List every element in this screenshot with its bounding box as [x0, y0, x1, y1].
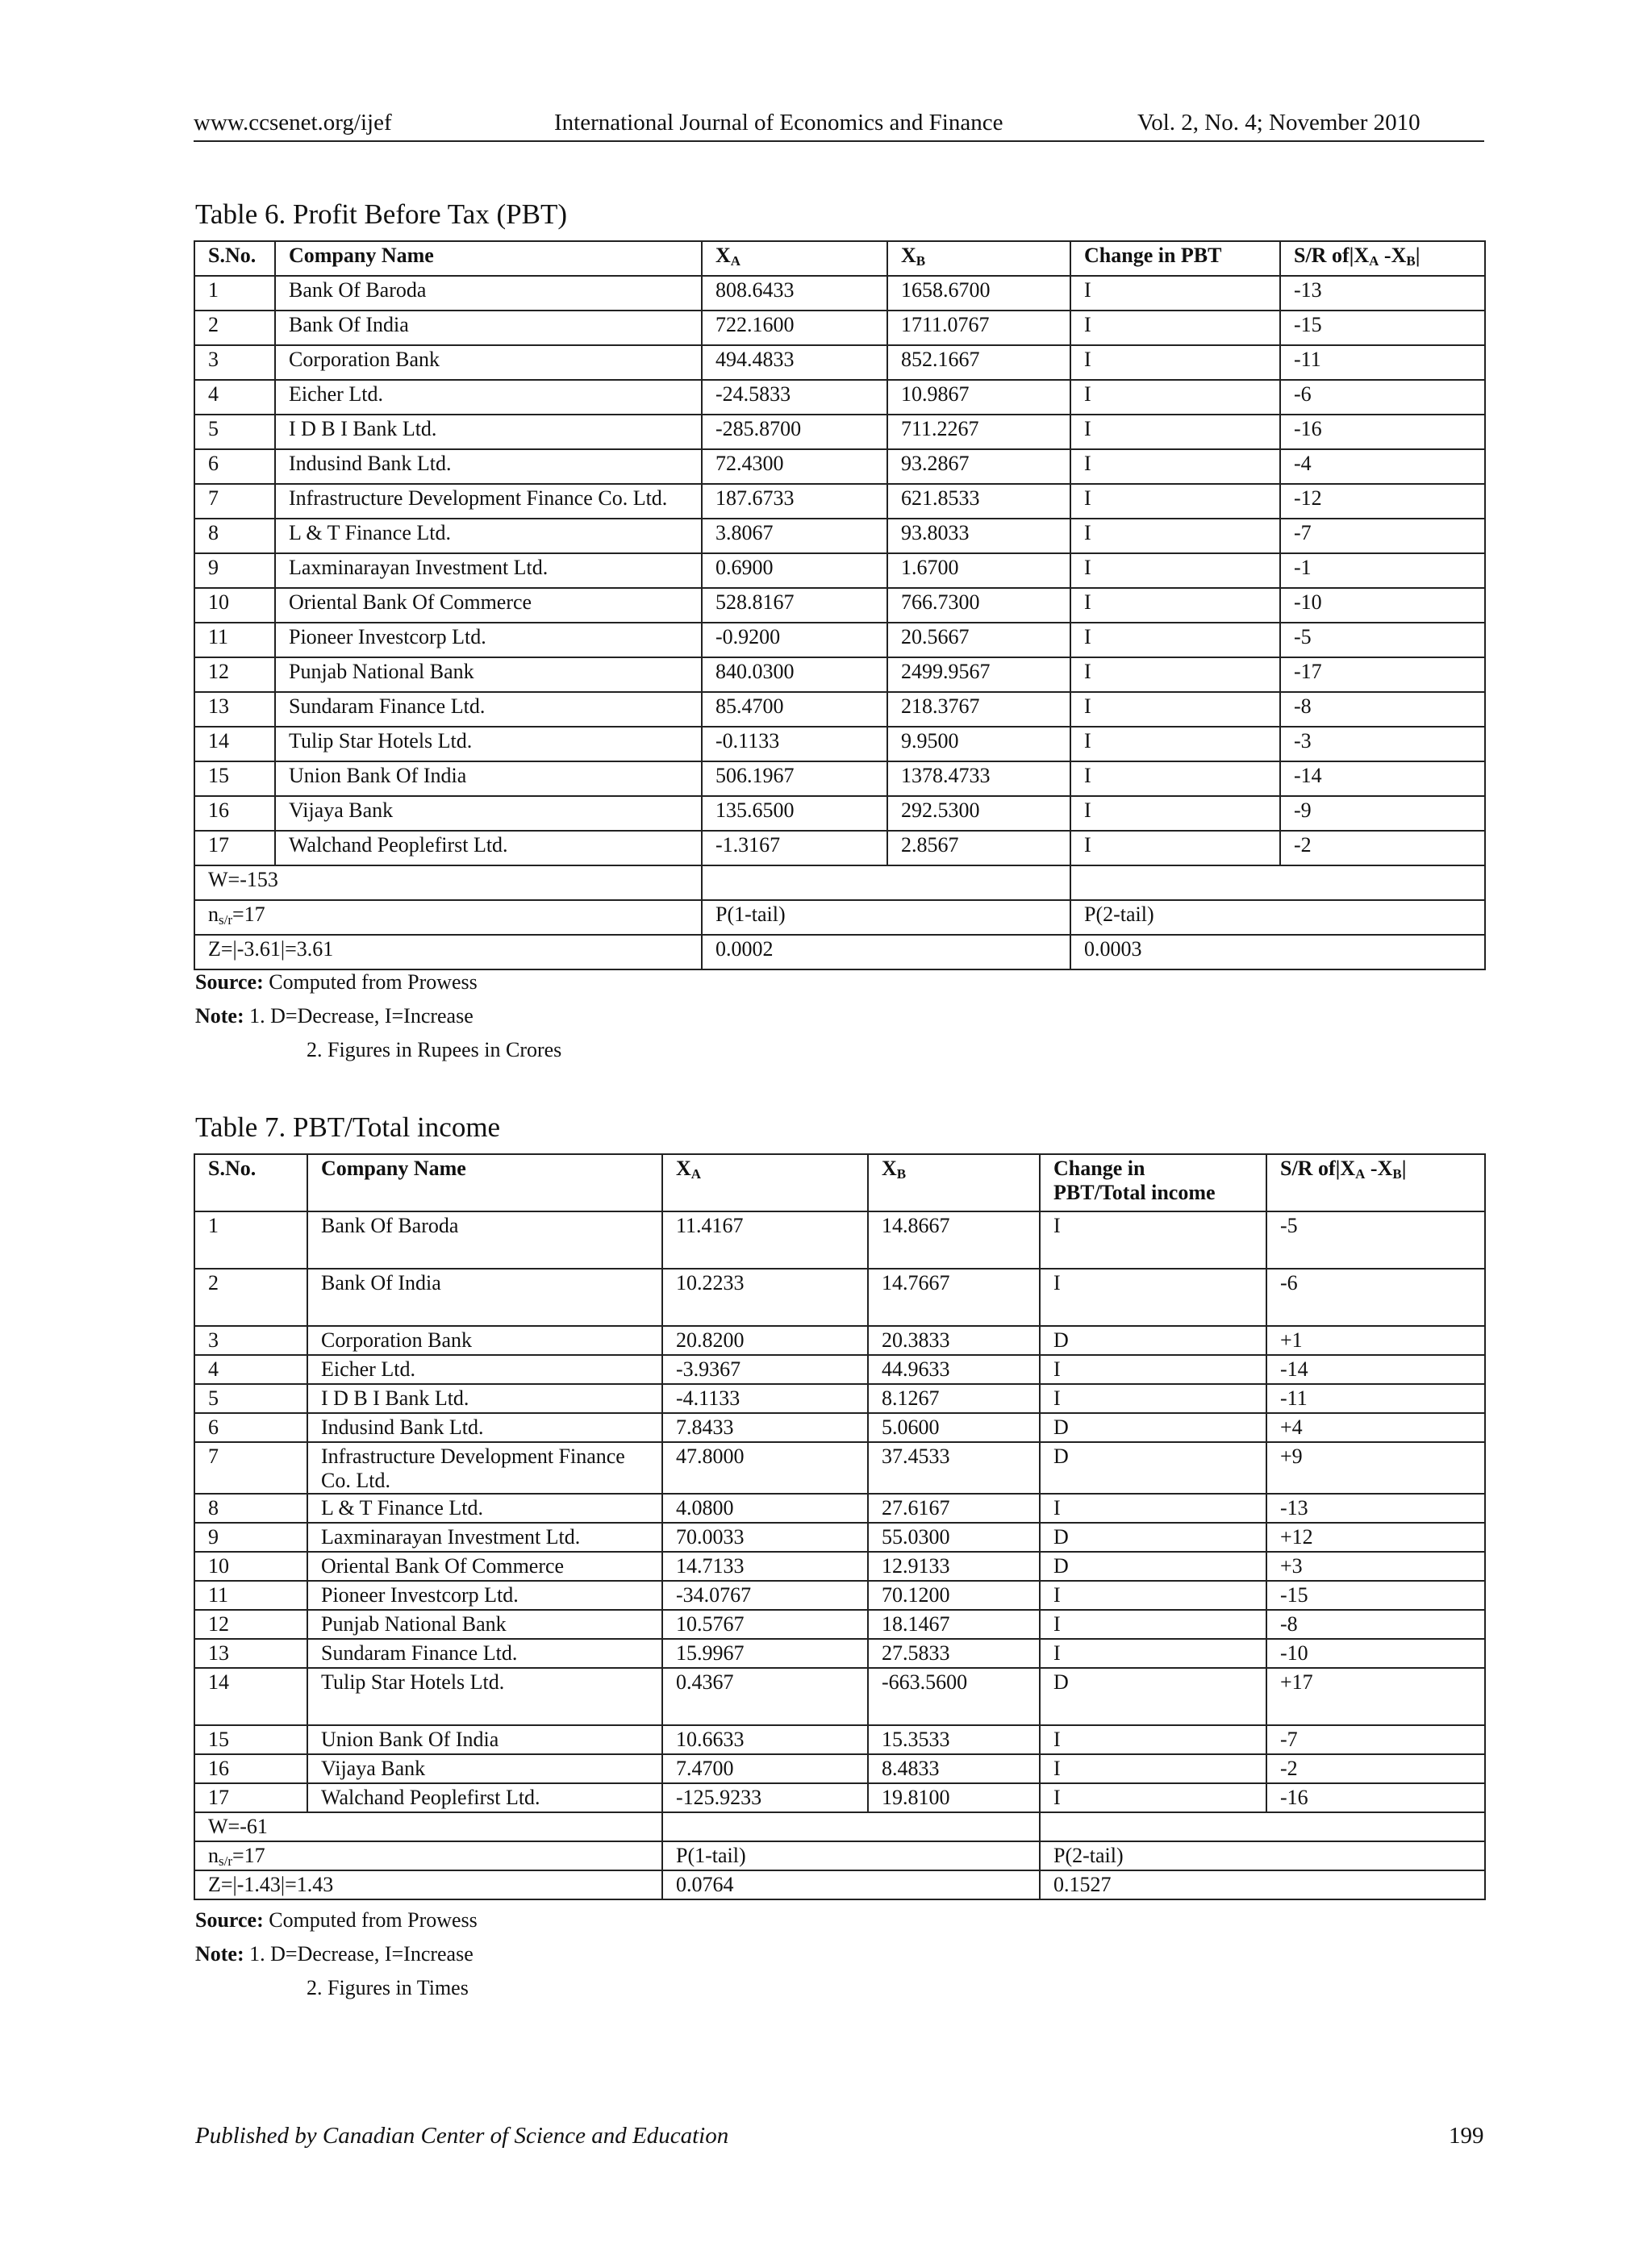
cell-change: I	[1070, 276, 1280, 311]
cell-company: Walchand Peoplefirst Ltd.	[307, 1783, 662, 1812]
cell-sr: -14	[1280, 761, 1485, 796]
table-row	[194, 657, 1485, 692]
cell-sr: -5	[1266, 1211, 1485, 1269]
cell-company: Pioneer Investcorp Ltd.	[307, 1581, 662, 1610]
cell-xb: 20.5667	[887, 623, 1070, 657]
table-row	[194, 1668, 1485, 1725]
cell-xa: 4.0800	[662, 1494, 868, 1523]
cell-xa: -4.1133	[662, 1384, 868, 1413]
cell-xb: 27.6167	[868, 1494, 1040, 1523]
cell-change: I	[1040, 1384, 1266, 1413]
cell-xb: 37.4533	[868, 1442, 1040, 1494]
col-header-xb: $X_B$	[868, 1154, 1040, 1211]
cell-xb: 70.1200	[868, 1581, 1040, 1610]
cell-change: D	[1040, 1668, 1266, 1725]
col-header-sr: S/R $of|X_A$ $-X_B|$	[1266, 1154, 1485, 1211]
cell-change: D	[1040, 1552, 1266, 1581]
cell-change: D	[1040, 1442, 1266, 1494]
cell-sno: 6	[194, 1413, 307, 1442]
cell-sr: +3	[1266, 1552, 1485, 1581]
cell-xa: 7.4700	[662, 1754, 868, 1783]
table-row	[194, 1581, 1485, 1610]
cell-change: I	[1070, 484, 1280, 519]
cell-company: Eicher Ltd.	[307, 1355, 662, 1384]
cell-change: I	[1040, 1269, 1266, 1326]
summary-p1-label: P(1-tail)	[662, 1841, 1040, 1870]
table7-summary	[194, 1812, 1485, 1899]
cell-sno: 7	[194, 484, 275, 519]
cell-company: Bank Of India	[307, 1269, 662, 1326]
cell-sr: -13	[1266, 1494, 1485, 1523]
cell-sr: -16	[1280, 415, 1485, 449]
summary-p2-label: P(2-tail)	[1070, 900, 1485, 935]
table-row	[194, 1552, 1485, 1581]
cell-xa: 7.8433	[662, 1413, 868, 1442]
cell-xa: 47.8000	[662, 1442, 868, 1494]
cell-sno: 10	[194, 1552, 307, 1581]
cell-change: I	[1070, 380, 1280, 415]
table-row	[194, 276, 1485, 311]
cell-xb: 20.3833	[868, 1326, 1040, 1355]
cell-sno: 1	[194, 1211, 307, 1269]
table6-note-2: 2. Figures in Rupees in Crores	[307, 1038, 562, 1061]
cell-sr: +17	[1266, 1668, 1485, 1725]
cell-xa: 70.0033	[662, 1523, 868, 1552]
table-row	[194, 1523, 1485, 1552]
col-header-sno: S.No.	[194, 241, 275, 276]
cell-company: I D B I Bank Ltd.	[275, 415, 702, 449]
cell-sno: 14	[194, 727, 275, 761]
table-row	[194, 1494, 1485, 1523]
cell-company: L & T Finance Ltd.	[307, 1494, 662, 1523]
cell-xb: 27.5833	[868, 1639, 1040, 1668]
cell-change: I	[1070, 692, 1280, 727]
cell-xb: 18.1467	[868, 1610, 1040, 1639]
cell-sno: 3	[194, 1326, 307, 1355]
cell-sno: 8	[194, 519, 275, 553]
table-row	[194, 1384, 1485, 1413]
table-row	[194, 311, 1485, 345]
cell-sr: +9	[1266, 1442, 1485, 1494]
cell-xa: 0.4367	[662, 1668, 868, 1725]
cell-xb: 9.9500	[887, 727, 1070, 761]
summary-n: $n_{s/r}=17$	[194, 1841, 662, 1870]
cell-sr: -4	[1280, 449, 1485, 484]
cell-change: I	[1040, 1725, 1266, 1754]
cell-company: Indusind Bank Ltd.	[275, 449, 702, 484]
cell-sr: -15	[1280, 311, 1485, 345]
table-row	[194, 831, 1485, 865]
table-row	[194, 1442, 1485, 1494]
cell-xb: 2499.9567	[887, 657, 1070, 692]
cell-sr: -8	[1280, 692, 1485, 727]
cell-xa: 20.8200	[662, 1326, 868, 1355]
cell-xa: -0.9200	[702, 623, 887, 657]
cell-xa: 11.4167	[662, 1211, 868, 1269]
cell-company: Oriental Bank Of Commerce	[307, 1552, 662, 1581]
cell-sr: -12	[1280, 484, 1485, 519]
cell-company: Laxminarayan Investment Ltd.	[275, 553, 702, 588]
cell-company: Sundaram Finance Ltd.	[275, 692, 702, 727]
table-row	[194, 484, 1485, 519]
cell-sr: -9	[1280, 796, 1485, 831]
cell-change: I	[1070, 623, 1280, 657]
cell-change: I	[1040, 1581, 1266, 1610]
cell-sno: 5	[194, 415, 275, 449]
cell-xb: 15.3533	[868, 1725, 1040, 1754]
cell-xa: -285.8700	[702, 415, 887, 449]
cell-xa: 10.2233	[662, 1269, 868, 1326]
cell-sno: 15	[194, 761, 275, 796]
cell-sno: 9	[194, 1523, 307, 1552]
cell-company: Bank Of Baroda	[275, 276, 702, 311]
cell-xa: 135.6500	[702, 796, 887, 831]
table-row	[194, 1610, 1485, 1639]
cell-change: I	[1070, 553, 1280, 588]
cell-change: I	[1040, 1783, 1266, 1812]
col-header-change: Change in PBT/Total income	[1040, 1154, 1266, 1211]
summary-w: W=-153	[194, 865, 702, 900]
cell-change: I	[1070, 415, 1280, 449]
cell-company: Tulip Star Hotels Ltd.	[275, 727, 702, 761]
cell-change: I	[1070, 311, 1280, 345]
cell-xb: 1378.4733	[887, 761, 1070, 796]
cell-xb: 93.8033	[887, 519, 1070, 553]
cell-company: Corporation Bank	[275, 345, 702, 380]
page-number: 199	[1449, 2123, 1484, 2149]
journal-url: www.ccsenet.org/ijef	[194, 110, 392, 135]
cell-xb: 93.2867	[887, 449, 1070, 484]
cell-xb: 2.8567	[887, 831, 1070, 865]
cell-change: D	[1040, 1523, 1266, 1552]
cell-change: I	[1040, 1355, 1266, 1384]
cell-sr: -8	[1266, 1610, 1485, 1639]
cell-xa: 528.8167	[702, 588, 887, 623]
cell-change: D	[1040, 1326, 1266, 1355]
cell-sr: -2	[1280, 831, 1485, 865]
cell-sno: 2	[194, 311, 275, 345]
col-header-change: Change in PBT	[1070, 241, 1280, 276]
cell-xb: 292.5300	[887, 796, 1070, 831]
cell-xb: 218.3767	[887, 692, 1070, 727]
cell-xb: -663.5600	[868, 1668, 1040, 1725]
table-row	[194, 415, 1485, 449]
cell-sno: 11	[194, 1581, 307, 1610]
cell-xa: 10.6633	[662, 1725, 868, 1754]
cell-sno: 17	[194, 1783, 307, 1812]
cell-xa: 10.5767	[662, 1610, 868, 1639]
cell-xa: 808.6433	[702, 276, 887, 311]
cell-xa: 85.4700	[702, 692, 887, 727]
cell-xb: 44.9633	[868, 1355, 1040, 1384]
summary-p1: 0.0764	[662, 1870, 1040, 1899]
cell-xb: 711.2267	[887, 415, 1070, 449]
cell-sno: 14	[194, 1668, 307, 1725]
header-rule	[194, 140, 1484, 142]
table-row	[194, 1783, 1485, 1812]
table-row	[194, 449, 1485, 484]
table-row	[194, 727, 1485, 761]
cell-xa: 722.1600	[702, 311, 887, 345]
cell-company: L & T Finance Ltd.	[275, 519, 702, 553]
cell-xa: 494.4833	[702, 345, 887, 380]
cell-sno: 9	[194, 553, 275, 588]
publisher-footer: Published by Canadian Center of Science and Education	[195, 2123, 729, 2149]
cell-company: Pioneer Investcorp Ltd.	[275, 623, 702, 657]
cell-sno: 13	[194, 1639, 307, 1668]
cell-sr: -14	[1266, 1355, 1485, 1384]
cell-change: I	[1040, 1639, 1266, 1668]
cell-sr: -17	[1280, 657, 1485, 692]
cell-change: D	[1040, 1413, 1266, 1442]
cell-sr: -6	[1280, 380, 1485, 415]
cell-company: Laxminarayan Investment Ltd.	[307, 1523, 662, 1552]
cell-company: Oriental Bank Of Commerce	[275, 588, 702, 623]
cell-xb: 19.8100	[868, 1783, 1040, 1812]
summary-n: $n_{s/r}=17$	[194, 900, 702, 935]
table-header-row	[194, 1154, 1485, 1211]
summary-w: W=-61	[194, 1812, 662, 1841]
cell-sr: -16	[1266, 1783, 1485, 1812]
table-row	[194, 588, 1485, 623]
cell-sr: -7	[1280, 519, 1485, 553]
cell-sno: 6	[194, 449, 275, 484]
cell-company: Infrastructure Development Finance Co. Ltd.	[275, 484, 702, 519]
cell-company: Tulip Star Hotels Ltd.	[307, 1668, 662, 1725]
cell-sr: -10	[1266, 1639, 1485, 1668]
cell-sno: 16	[194, 796, 275, 831]
cell-xa: 15.9967	[662, 1639, 868, 1668]
cell-company: Bank Of Baroda	[307, 1211, 662, 1269]
table-row	[194, 692, 1485, 727]
col-header-xb: $X_B$	[887, 241, 1070, 276]
summary-z: Z=|-1.43|=1.43	[194, 1870, 662, 1899]
cell-xa: 0.6900	[702, 553, 887, 588]
summary-p2-label: P(2-tail)	[1040, 1841, 1485, 1870]
cell-sr: +4	[1266, 1413, 1485, 1442]
journal-title: International Journal of Economics and Finance	[554, 110, 1003, 135]
cell-sno: 3	[194, 345, 275, 380]
table-row	[194, 1413, 1485, 1442]
cell-sr: -1	[1280, 553, 1485, 588]
table6-note: Note: 1. D=Decrease, I=Increase	[195, 1004, 473, 1028]
cell-sno: 16	[194, 1754, 307, 1783]
cell-change: I	[1070, 345, 1280, 380]
cell-sno: 5	[194, 1384, 307, 1413]
cell-company: Vijaya Bank	[307, 1754, 662, 1783]
cell-xb: 1711.0767	[887, 311, 1070, 345]
cell-xb: 766.7300	[887, 588, 1070, 623]
cell-xa: -24.5833	[702, 380, 887, 415]
cell-sno: 7	[194, 1442, 307, 1494]
cell-xb: 14.7667	[868, 1269, 1040, 1326]
cell-xb: 5.0600	[868, 1413, 1040, 1442]
table-row	[194, 345, 1485, 380]
cell-xa: 72.4300	[702, 449, 887, 484]
cell-change: I	[1070, 449, 1280, 484]
cell-sno: 10	[194, 588, 275, 623]
cell-company: I D B I Bank Ltd.	[307, 1384, 662, 1413]
table-row	[194, 1269, 1485, 1326]
table-row	[194, 1326, 1485, 1355]
summary-p1: 0.0002	[702, 935, 1070, 969]
summary-p2: 0.1527	[1040, 1870, 1485, 1899]
cell-company: Punjab National Bank	[307, 1610, 662, 1639]
table-row	[194, 761, 1485, 796]
cell-xb: 852.1667	[887, 345, 1070, 380]
cell-change: I	[1040, 1211, 1266, 1269]
cell-sno: 12	[194, 657, 275, 692]
cell-sr: -10	[1280, 588, 1485, 623]
cell-xa: 187.6733	[702, 484, 887, 519]
cell-change: I	[1070, 588, 1280, 623]
cell-sr: -7	[1266, 1725, 1485, 1754]
cell-sr: +1	[1266, 1326, 1485, 1355]
col-header-xa: $X_A$	[662, 1154, 868, 1211]
table6	[194, 240, 1486, 970]
cell-xa: 840.0300	[702, 657, 887, 692]
cell-company: Union Bank Of India	[275, 761, 702, 796]
cell-company: Bank Of India	[275, 311, 702, 345]
table-row	[194, 623, 1485, 657]
summary-p1-label: P(1-tail)	[702, 900, 1070, 935]
table-row	[194, 1211, 1485, 1269]
col-header-sno: S.No.	[194, 1154, 307, 1211]
cell-xb: 1.6700	[887, 553, 1070, 588]
table-row	[194, 1639, 1485, 1668]
cell-xa: 14.7133	[662, 1552, 868, 1581]
cell-sno: 13	[194, 692, 275, 727]
cell-sno: 2	[194, 1269, 307, 1326]
cell-company: Eicher Ltd.	[275, 380, 702, 415]
cell-sr: -11	[1266, 1384, 1485, 1413]
cell-change: I	[1040, 1610, 1266, 1639]
cell-xa: -1.3167	[702, 831, 887, 865]
cell-company: Vijaya Bank	[275, 796, 702, 831]
cell-xa: 3.8067	[702, 519, 887, 553]
table-row	[194, 1355, 1485, 1384]
col-header-company: Company Name	[307, 1154, 662, 1211]
cell-company: Walchand Peoplefirst Ltd.	[275, 831, 702, 865]
cell-sno: 12	[194, 1610, 307, 1639]
running-header	[194, 110, 1484, 139]
cell-change: I	[1070, 831, 1280, 865]
cell-sr: -2	[1266, 1754, 1485, 1783]
cell-xb: 1658.6700	[887, 276, 1070, 311]
volume-info: Vol. 2, No. 4; November 2010	[1137, 110, 1420, 135]
table7-source: Source: Computed from Prowess	[195, 1908, 478, 1932]
cell-sr: +12	[1266, 1523, 1485, 1552]
table-row	[194, 519, 1485, 553]
cell-xb: 12.9133	[868, 1552, 1040, 1581]
cell-xa: -3.9367	[662, 1355, 868, 1384]
table-row	[194, 1725, 1485, 1754]
table-row	[194, 380, 1485, 415]
table-header-row	[194, 241, 1485, 276]
cell-xa: -34.0767	[662, 1581, 868, 1610]
cell-sr: -3	[1280, 727, 1485, 761]
summary-p2: 0.0003	[1070, 935, 1485, 969]
table7-note: Note: 1. D=Decrease, I=Increase	[195, 1942, 473, 1966]
cell-sr: -11	[1280, 345, 1485, 380]
cell-company: Infrastructure Development Finance Co. Ltd.	[307, 1442, 662, 1494]
cell-sr: -13	[1280, 276, 1485, 311]
cell-sno: 11	[194, 623, 275, 657]
summary-z: Z=|-3.61|=3.61	[194, 935, 702, 969]
col-header-sr: S/R $of|X_A$ $-X_B|$	[1280, 241, 1485, 276]
cell-xa: -0.1133	[702, 727, 887, 761]
table6-caption: Table 6. Profit Before Tax (PBT)	[195, 198, 568, 230]
cell-sno: 15	[194, 1725, 307, 1754]
cell-xa: -125.9233	[662, 1783, 868, 1812]
table7	[194, 1153, 1486, 1900]
cell-company: Indusind Bank Ltd.	[307, 1413, 662, 1442]
cell-company: Union Bank Of India	[307, 1725, 662, 1754]
cell-sno: 8	[194, 1494, 307, 1523]
cell-change: I	[1070, 657, 1280, 692]
cell-xb: 14.8667	[868, 1211, 1040, 1269]
cell-sno: 1	[194, 276, 275, 311]
table7-caption: Table 7. PBT/Total income	[195, 1111, 501, 1143]
cell-xa: 506.1967	[702, 761, 887, 796]
table-row	[194, 553, 1485, 588]
cell-sr: -5	[1280, 623, 1485, 657]
cell-xb: 8.1267	[868, 1384, 1040, 1413]
table6-source: Source: Computed from Prowess	[195, 970, 478, 994]
cell-change: I	[1070, 796, 1280, 831]
cell-xb: 621.8533	[887, 484, 1070, 519]
cell-change: I	[1070, 761, 1280, 796]
cell-change: I	[1070, 727, 1280, 761]
cell-xb: 10.9867	[887, 380, 1070, 415]
cell-company: Corporation Bank	[307, 1326, 662, 1355]
table-row	[194, 796, 1485, 831]
cell-company: Sundaram Finance Ltd.	[307, 1639, 662, 1668]
cell-sno: 17	[194, 831, 275, 865]
table-row	[194, 1754, 1485, 1783]
cell-xb: 8.4833	[868, 1754, 1040, 1783]
cell-change: I	[1040, 1754, 1266, 1783]
table6-summary	[194, 865, 1485, 969]
cell-sr: -15	[1266, 1581, 1485, 1610]
col-header-company: Company Name	[275, 241, 702, 276]
cell-sno: 4	[194, 380, 275, 415]
col-header-xa: $X_A$	[702, 241, 887, 276]
cell-xb: 55.0300	[868, 1523, 1040, 1552]
cell-sno: 4	[194, 1355, 307, 1384]
cell-sr: -6	[1266, 1269, 1485, 1326]
cell-change: I	[1040, 1494, 1266, 1523]
table7-note-2: 2. Figures in Times	[307, 1976, 469, 1999]
cell-company: Punjab National Bank	[275, 657, 702, 692]
cell-change: I	[1070, 519, 1280, 553]
